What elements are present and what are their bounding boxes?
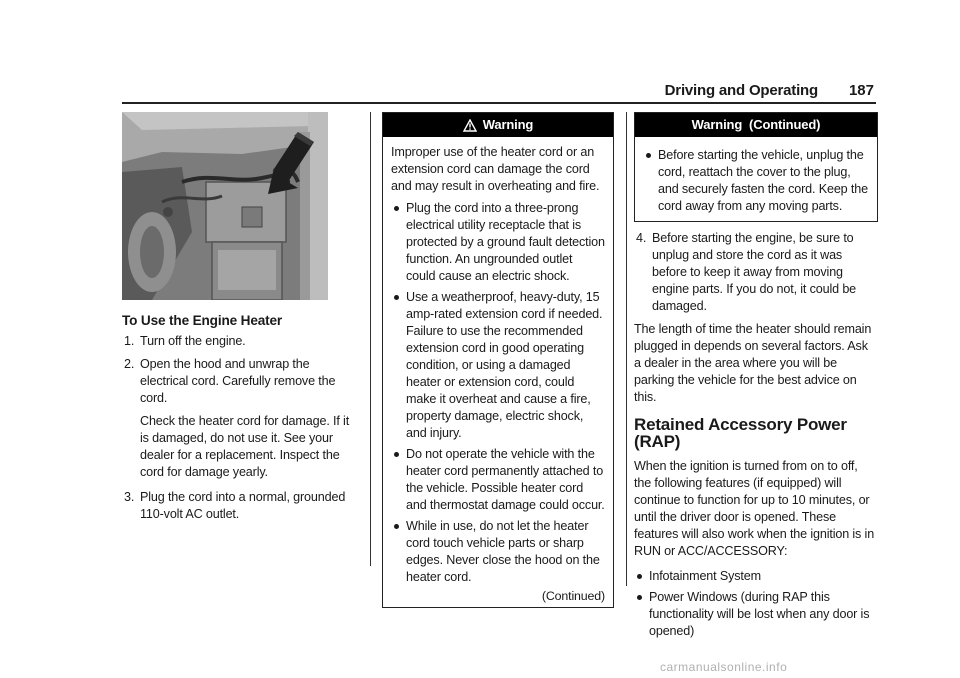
bullet-icon — [394, 206, 399, 211]
bullet-icon — [637, 595, 642, 600]
warning-title: Warning — [482, 117, 534, 132]
step-text: Turn off the engine. — [140, 334, 246, 348]
page-header — [122, 80, 876, 104]
bullet-text: Plug the cord into a three-prong electrical utility receptacle that is protected by a ground fault detection function. An ungrounded outlet could cause an electric shock. — [406, 201, 605, 283]
list-item — [634, 230, 878, 315]
warning-triangle-icon — [463, 119, 477, 132]
warning-continued-body — [635, 137, 877, 221]
bullet-text: While in use, do not let the heater cord touch vehicle parts or sharp edges. Never close the hood on the heater cord. — [406, 519, 600, 584]
list-item — [391, 518, 605, 586]
warning-bullets — [391, 200, 605, 586]
rap-paragraph: When the ignition is turned from on to off, the following features (if equipped) will continue to function for up to 10 minutes, or until the driver door is opened. These features will also work when the ignition is in RUN or ACC/ACCESSORY: — [634, 459, 875, 558]
list-item — [122, 356, 358, 407]
section-title: Driving and Operating — [664, 82, 818, 99]
bullet-text: Power Windows (during RAP this functionality will be lost when any door is opened) — [649, 590, 870, 638]
warning-continued-bullets — [643, 147, 869, 215]
bullet-icon — [646, 153, 651, 158]
list-item — [391, 446, 605, 514]
right-column — [634, 112, 878, 644]
step-number: 4. — [636, 231, 647, 245]
step-text: Plug the cord into a normal, grounded 110-volt AC outlet. — [140, 490, 346, 521]
bullet-text: Do not operate the vehicle with the heater cord permanently attached to the vehicle. Possible heater cord and thermostat damage could occur. — [406, 447, 605, 512]
list-item — [122, 489, 358, 523]
step-text: Open the hood and unwrap the electrical cord. Carefully remove the cord. — [140, 357, 336, 405]
bullet-text: Before starting the vehicle, unplug the cord, reattach the cover to the plug, and securely fasten the cord. Keep the cord away from any moving parts. — [658, 148, 868, 213]
warning-intro: Improper use of the heater cord or an extension cord can damage the cord and may result in overheating and fire. — [391, 145, 600, 193]
watermark: carmanualsonline.info — [660, 660, 788, 674]
bullet-icon — [394, 295, 399, 300]
column-divider — [626, 112, 627, 586]
warning-continued-title: Warning (Continued) — [691, 117, 821, 132]
step-number: 2. — [124, 357, 135, 371]
rap-bullets — [634, 568, 878, 640]
rap-section-heading: Retained Accessory Power (RAP) — [634, 415, 847, 451]
bullet-text: Infotainment System — [649, 569, 761, 583]
bullet-icon — [637, 574, 642, 579]
step-number: 3. — [124, 490, 135, 504]
step-number: 1. — [124, 334, 135, 348]
continued-label: (Continued) — [541, 589, 605, 603]
warning-box — [382, 112, 614, 608]
list-item — [391, 289, 605, 442]
steps-list — [122, 333, 358, 407]
warning-continued-box — [634, 112, 878, 222]
left-column — [122, 112, 358, 529]
engine-heater-heading: To Use the Engine Heater — [122, 313, 283, 328]
engine-heater-photo — [122, 112, 328, 300]
middle-column — [382, 112, 614, 608]
step4-list — [634, 230, 878, 315]
bullet-text: Use a weatherproof, heavy-duty, 15 amp-rated extension cord if needed. Failure to use the recommended extension cord in good operating condition, or using a damaged heater or extension cord, could make it overheat and cause a fire, property damage, electric shock, and injury. — [406, 290, 603, 440]
warning-body — [383, 137, 613, 607]
bullet-icon — [394, 452, 399, 457]
list-item — [391, 200, 605, 285]
list-item — [122, 333, 358, 350]
heater-duration-paragraph: The length of time the heater should remain plugged in depends on several factors. Ask a dealer in the area where you will be parking the vehicle for the best advice on this. — [634, 322, 872, 404]
step2-extra-text: Check the heater cord for damage. If it is damaged, do not use it. See your dealer for a replacement. Inspect the cord for damage yearly. — [140, 414, 350, 479]
list-item — [634, 589, 878, 640]
warning-continued-title-bar — [635, 113, 877, 137]
column-divider — [370, 112, 371, 566]
list-item — [634, 568, 878, 585]
warning-title-bar — [383, 113, 613, 137]
step-text: Before starting the engine, be sure to unplug and store the cord as it was before to keep it away from moving engine parts. If you do not, it could be damaged. — [652, 231, 857, 313]
list-item — [643, 147, 869, 215]
steps-list-continued — [122, 489, 358, 523]
bullet-icon — [394, 524, 399, 529]
page-number: 187 — [848, 82, 874, 99]
